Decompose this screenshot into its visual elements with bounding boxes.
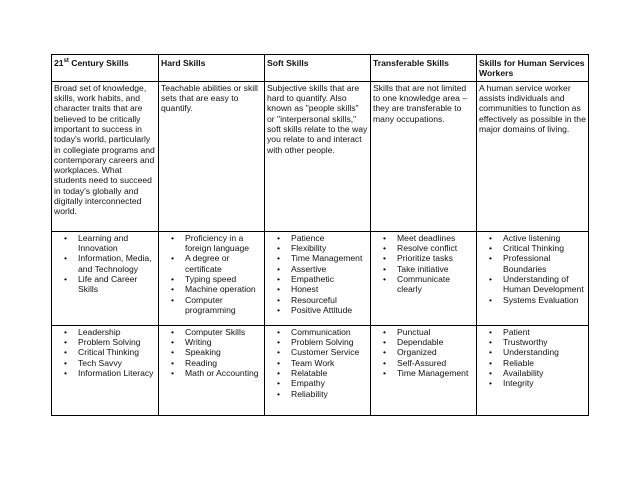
row2-cell-21st-century [52, 325, 159, 415]
row1-cell-hard-skills [159, 231, 265, 325]
list-item: • Resourceful [291, 295, 368, 305]
list-item: • Communicate clearly [397, 274, 474, 295]
list-item: • Communication [291, 327, 368, 337]
list-item: • Meet deadlines [397, 233, 474, 243]
row1-cell-21st-century [52, 231, 159, 325]
list-item: • Honest [291, 284, 368, 294]
list-item: • Life and Career Skills [78, 274, 156, 295]
list-item: • Reliability [291, 389, 368, 399]
list-item: • Tech Savvy [78, 358, 156, 368]
description-human-services: A human service worker assists individuals and communities to function as effectively as possible in the major domains of living. [477, 81, 589, 231]
row2-cell-soft-skills [265, 325, 371, 415]
bullet-list [479, 327, 586, 389]
bullet-list [54, 233, 156, 295]
list-item: • Writing [185, 337, 262, 347]
header-21st-century-skills: 21st Century Skills [52, 55, 159, 82]
description-21st-century: Broad set of knowledge, skills, work habits, and character traits that are believed to be critically important to success in today's world, particularly in collegiate programs and contemporary careers and workplaces. What students need to succeed in today's globally and digitally interconnected world. [52, 81, 159, 231]
list-item: • Flexibility [291, 243, 368, 253]
header-row [52, 55, 589, 82]
description-row [52, 81, 589, 231]
header-soft-skills: Soft Skills [265, 55, 371, 82]
list-item: • Time Management [397, 368, 474, 378]
list-item: • Computer Skills [185, 327, 262, 337]
list-item: • Information, Media, and Technology [78, 253, 156, 274]
header-transferable-skills: Transferable Skills [371, 55, 477, 82]
list-item: • Availability [503, 368, 586, 378]
bullet-list [267, 233, 368, 316]
list-item: • Information Literacy [78, 368, 156, 378]
list-item: • Resolve conflict [397, 243, 474, 253]
list-item: • Typing speed [185, 274, 262, 284]
list-item: • Trustworthy [503, 337, 586, 347]
header-hard-skills: Hard Skills [159, 55, 265, 82]
list-item: • Understanding [503, 347, 586, 357]
row2-cell-human-services [477, 325, 589, 415]
list-item: • Proficiency in a foreign language [185, 233, 262, 254]
list-item: • Critical Thinking [503, 243, 586, 253]
row1-cell-soft-skills [265, 231, 371, 325]
list-item: • Understanding of Human Development [503, 274, 586, 295]
row1-cell-human-services [477, 231, 589, 325]
list-item: • Critical Thinking [78, 347, 156, 357]
list-item: • Take initiative [397, 264, 474, 274]
list-item: • Prioritize tasks [397, 253, 474, 263]
description-hard-skills: Teachable abilities or skill sets that are easy to quantify. [159, 81, 265, 231]
list-item: • Computer programming [185, 295, 262, 316]
bullet-list [267, 327, 368, 399]
list-item: • Punctual [397, 327, 474, 337]
list-item: • Machine operation [185, 284, 262, 294]
bullet-list [54, 327, 156, 379]
list-item: • Dependable [397, 337, 474, 347]
list-item: • Professional Boundaries [503, 253, 586, 274]
list-item: • Empathetic [291, 274, 368, 284]
list-item: • Integrity [503, 378, 586, 388]
row2-cell-hard-skills [159, 325, 265, 415]
row2-cell-transferable [371, 325, 477, 415]
list-item: • Problem Solving [78, 337, 156, 347]
description-soft-skills: Subjective skills that are hard to quantify. Also known as "people skills" or "interpersonal skills," soft skills relate to the way you relate to and interact with other people. [265, 81, 371, 231]
bullet-list [479, 233, 586, 305]
bullet-list [373, 233, 474, 295]
skills-list-row-1 [52, 231, 589, 325]
description-transferable: Skills that are not limited to one knowledge area – they are transferable to many occupations. [371, 81, 477, 231]
list-item: • Self-Assured [397, 358, 474, 368]
list-item: • Leadership [78, 327, 156, 337]
list-item: • Relatable [291, 368, 368, 378]
list-item: • Patient [503, 327, 586, 337]
skills-list-row-2 [52, 325, 589, 415]
list-item: • Patience [291, 233, 368, 243]
list-item: • Reliable [503, 358, 586, 368]
row1-cell-transferable [371, 231, 477, 325]
list-item: • Problem Solving [291, 337, 368, 347]
list-item: • Assertive [291, 264, 368, 274]
list-item: • Speaking [185, 347, 262, 357]
bullet-list [161, 233, 262, 316]
bullet-list [373, 327, 474, 379]
list-item: • Team Work [291, 358, 368, 368]
list-item: • Customer Service [291, 347, 368, 357]
list-item: • Reading [185, 358, 262, 368]
list-item: • Active listening [503, 233, 586, 243]
skills-table [51, 54, 589, 416]
list-item: • Empathy [291, 378, 368, 388]
list-item: • Positive Attitude [291, 305, 368, 315]
document-page [51, 54, 589, 416]
list-item: • Systems Evaluation [503, 295, 586, 305]
list-item: • Learning and Innovation [78, 233, 156, 254]
list-item: • Time Management [291, 253, 368, 263]
header-human-services-skills: Skills for Human Services Workers [477, 55, 589, 82]
list-item: • Math or Accounting [185, 368, 262, 378]
list-item: • A degree or certificate [185, 253, 262, 274]
list-item: • Organized [397, 347, 474, 357]
bullet-list [161, 327, 262, 379]
